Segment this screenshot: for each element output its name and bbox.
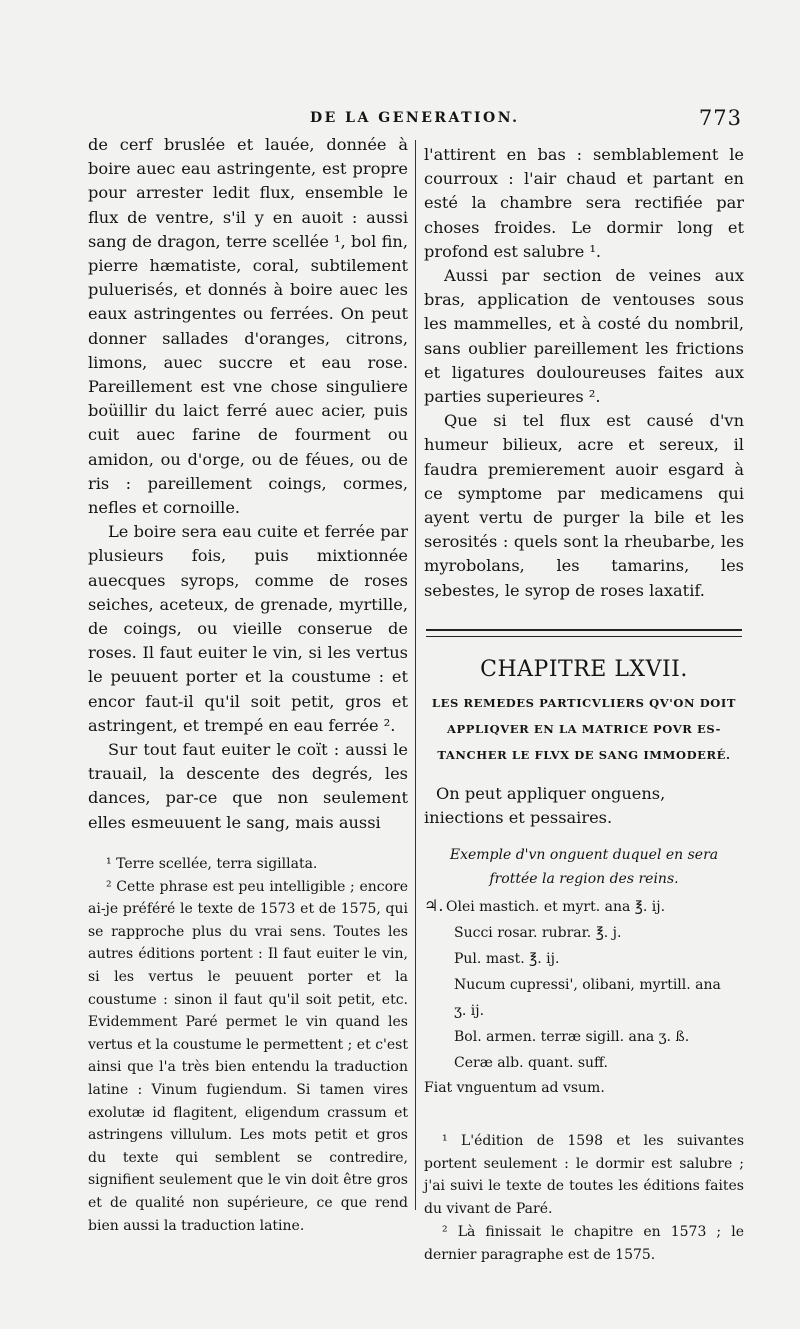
left-paragraph-3: Sur tout faut euiter le coït : aussi le trauail, la descente des degrés, les dances, par-ce que non seulement elles esmeuuent le sang, mais aussi bbox=[88, 740, 408, 832]
recipe-line-2: Succi rosar. rubrar. ℥. j. bbox=[454, 924, 622, 941]
recipe-line-5: ʒ. ij. bbox=[454, 1002, 485, 1019]
right-paragraph-1: l'attirent en bas : semblablement le courroux : l'air chaud et partant en esté la chambre sera rectifiée par choses froides. Le dormir long et profond est salubre ¹. bbox=[424, 145, 744, 261]
left-paragraph-1: de cerf bruslée et lauée, donnée à boire auec eau astringente, est propre pour arrester ledit flux, ensemble le flux de ventre, s'il y en auoit : aussi sang de dragon, terre scellée ¹, bol fin, pierre hæmatiste, coral, subtilement puluerisés, et donnés à boire auec les eaux astringentes ou ferrées. On peut donner sallades d'oranges, citrons, limons, auec succre et eau rose. Pareillement est vne chose singuliere boüillir du laict ferré auec acier, puis cuit auec farine de fourment ou amidon, ou d'orge, ou de féues, ou de ris : pareillement coings, cormes, nefles et cornoille. bbox=[88, 135, 408, 518]
recipe-line-3: Pul. mast. ℥. ij. bbox=[454, 950, 560, 967]
chapter-subtitle-line-2: APPLIQVER EN LA MATRICE POVR ES- bbox=[446, 721, 722, 736]
recipe-line-7: Ceræ alb. quant. suff. bbox=[454, 1054, 608, 1071]
right-paragraph-3: Que si tel flux est causé d'vn humeur bilieux, acre et sereux, il faudra premierement auoir esgard à ce symptome par medicamens qui ayent vertu de purger la bile et les serosités : quels sont la rheubarbe, les myrobolans, les tamarins, les sebestes, le syrop de roses laxatif. bbox=[424, 411, 744, 600]
chapter-subtitle-line-1: LES REMEDES PARTICVLIERS QV'ON DOIT bbox=[431, 695, 737, 710]
example-title: Exemple d'vn onguent duquel en sera frottée la region des reins. bbox=[449, 846, 719, 887]
chapter-subtitle-line-3: TANCHER LE FLVX DE SANG IMMODERÉ. bbox=[437, 747, 731, 762]
recipe-line-1: ♃. Olei mastich. et myrt. ana ℥. ij. bbox=[424, 893, 744, 920]
chapter-rule bbox=[426, 629, 742, 637]
page-header bbox=[80, 106, 750, 136]
right-footnotes bbox=[424, 1130, 744, 1267]
column-divider bbox=[415, 140, 416, 1210]
right-footnote-2: ² Là finissait le chapitre en 1573 ; le dernier paragraphe est de 1575. bbox=[424, 1224, 744, 1263]
page-number: 773 bbox=[698, 106, 742, 130]
left-column bbox=[88, 133, 408, 835]
left-paragraph-2: Le boire sera eau cuite et ferrée par plusieurs fois, puis mixtionnée auecques syrops, comme de roses seiches, aceteux, de grenade, myrtille, de coings, ou vieille conserue de roses. Il faut euiter le vin, si les vertus le peuuent porter et la coustume : et encor faut-il qu'il soit petit, gros et astringent, et trempé en eau ferrée ². bbox=[88, 522, 408, 735]
right-footnote-1: ¹ L'édition de 1598 et les suivantes portent seulement : le dormir est salubre ; j'ai suivi le texte de toutes les éditions faites du vivant de Paré. bbox=[424, 1132, 744, 1218]
left-footnote-2: ² Cette phrase est peu intelligible ; encore ai-je préféré le texte de 1573 et de 1575, qui se rapproche plus du vrai sens. Toutes les autres éditions portent : Il faut euiter le vin, si les vertus le peuuent porter et la coustume : sinon il faut qu'il soit petit, etc. Evidemment Paré permet le vin quand les vertus et la coustume le permettent ; et c'est ainsi que l'a très bien entendu la traduction latine : Vinum fugiendum. Si tamen vires exolutæ id flagitent, eligendum crassum et astringens villulum. Les mots petit et gros du texte qui semblent se contredire, signifient seulement que le vin doit être gros et de qualité non supérieure, ce que rend bien aussi la traduction latine. bbox=[88, 878, 408, 1234]
recipe-line-4: Nucum cupressi', olibani, myrtill. ana bbox=[454, 976, 721, 993]
running-title: DE LA GENERATION. bbox=[310, 110, 520, 126]
recipe bbox=[424, 893, 744, 1076]
right-column bbox=[424, 143, 744, 1267]
left-footnotes bbox=[88, 853, 408, 1237]
jupiter-recipe-icon: ♃. bbox=[424, 895, 444, 915]
chapter-title: CHAPITRE LXVII. bbox=[480, 656, 688, 682]
recipe-close: Fiat vnguentum ad vsum. bbox=[424, 1079, 605, 1096]
right-paragraph-2: Aussi par section de veines aux bras, application de ventouses sous les mammelles, et à costé du nombril, sans oublier pareillement les frictions et ligatures douloureuses faites aux parties superieures ². bbox=[424, 266, 744, 407]
recipe-line-6: Bol. armen. terræ sigill. ana ʒ. ß. bbox=[454, 1028, 690, 1045]
left-footnote-1: ¹ Terre scellée, terra sigillata. bbox=[106, 856, 318, 872]
chapter-intro: On peut appliquer onguens, iniections et pessaires. bbox=[424, 783, 666, 828]
